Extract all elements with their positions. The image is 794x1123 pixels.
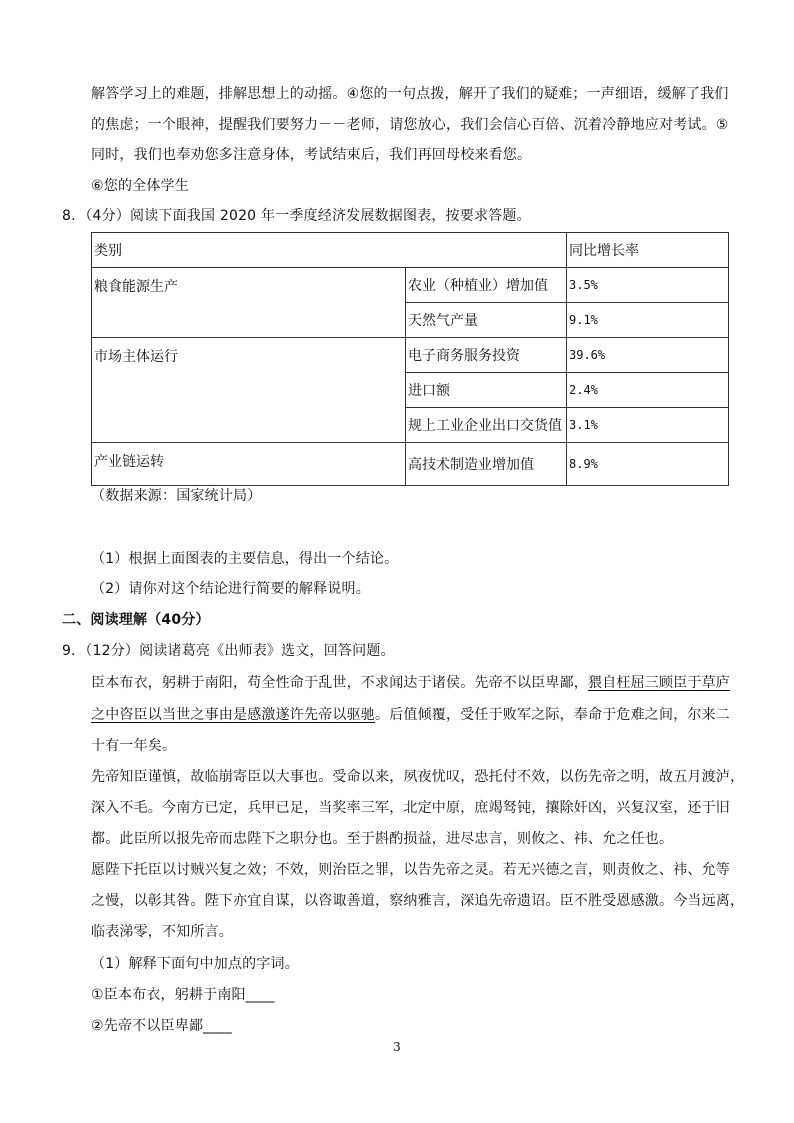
item-cell: 规上工业企业出口交货值 [406,408,567,443]
passage-line: 愿陛下托臣以讨贼兴复之效；不效，则治臣之罪，以告先帝之灵。若无兴德之言，则责攸之、祎、允等 [91,862,730,878]
passage-line: 临表涕零，不知所言。 [91,924,233,940]
text-line: 解答学习上的难题，排解思想上的动摇。④您的一句点拨，解开了我们的疑难；一声细语，缓解了我们 [91,86,729,102]
rate-cell: 9.1% [567,303,729,338]
rate-cell: 3.1% [567,408,729,443]
passage-text: 臣本布衣，躬耕于南阳，苟全性命于乱世，不求闻达于诸侯。先帝不以臣卑鄙， [91,675,588,691]
section-heading: 二、阅读理解（40分） [62,612,210,628]
question-9-title: 9．（12分）阅读诸葛亮《出师表》选文，回答问题。 [62,643,395,659]
group-name: 产业链运转 [92,443,406,486]
question-8-title: 8．（4分）阅读下面我国 2020 年一季度经济发展数据图表，按要求答题。 [62,208,531,224]
fill-blank-item: ②先帝不以臣卑鄙____ [91,1018,232,1034]
header-category: 类别 [92,233,567,268]
passage-line: 都。此臣所以报先帝而忠陛下之职分也。至于斟酌损益，进尽忠言，则攸之、祎、允之任也。 [91,831,674,847]
page-number: 3 [393,1040,401,1054]
fill-blank-item: ①臣本布衣，躬耕于南阳____ [91,987,275,1003]
question-8-sub2: （2）请你对这个结论进行简要的解释说明。 [91,581,370,597]
header-rate: 同比增长率 [567,233,729,268]
group-name: 市场主体运行 [92,338,406,443]
item-cell: 天然气产量 [406,303,567,338]
item-cell: 农业（种植业）增加值 [406,268,567,303]
rate-cell: 8.9% [567,443,729,486]
data-source: （数据来源：国家统计局） [91,488,262,504]
item-cell: 高技术制造业增加值 [406,443,567,486]
table-header-row [92,233,729,268]
text-line: 同时，我们也奉劝您多注意身体，考试结束后，我们再回母校来看您。 [91,147,532,163]
rate-cell: 3.5% [567,268,729,303]
passage-text: 。后值倾覆，受任于败军之际，奉命于危难之间，尔来二 [375,707,730,723]
underlined-sentence: 猥自枉屈三顾臣于草庐 [588,675,730,691]
passage-line: 之慢，以彰其咎。陛下亦宜自谋，以咨诹善道，察纳雅言，深追先帝遗诏。臣不胜受恩感激。今当远离， [91,893,745,909]
table-row [92,268,729,303]
economic-data-table [91,232,729,486]
table-row [92,443,729,486]
passage-line: 深入不毛。今南方已定，兵甲已足，当奖率三军，北定中原，庶竭驽钝，攘除奸凶，兴复汉室，还于旧 [91,800,730,816]
passage-line [91,705,730,725]
group-name: 粮食能源生产 [92,268,406,338]
passage-line [91,673,730,693]
rate-cell: 39.6% [567,338,729,373]
rate-cell: 2.4% [567,373,729,408]
text-line: 的焦虑；一个眼神，提醒我们要努力－－老师，请您放心，我们会信心百倍、沉着冷静地应对考试。⑤ [91,117,729,133]
table-row [92,338,729,373]
underlined-sentence: 之中咨臣以当世之事由是感激遂许先帝以驱驰 [91,707,375,723]
item-cell: 电子商务服务投资 [406,338,567,373]
passage-line: 先帝知臣谨慎，故临崩寄臣以大事也。受命以来，夙夜忧叹，恐托付不效，以伤先帝之明，故五月渡泸， [91,769,745,785]
question-9-sub1: （1）解释下面句中加点的字词。 [91,956,299,972]
signature-line: ⑥您的全体学生 [91,178,189,194]
question-8-sub1: （1）根据上面图表的主要信息，得出一个结论。 [91,551,399,567]
item-cell: 进口额 [406,373,567,408]
passage-line: 十有一年矣。 [91,738,177,754]
